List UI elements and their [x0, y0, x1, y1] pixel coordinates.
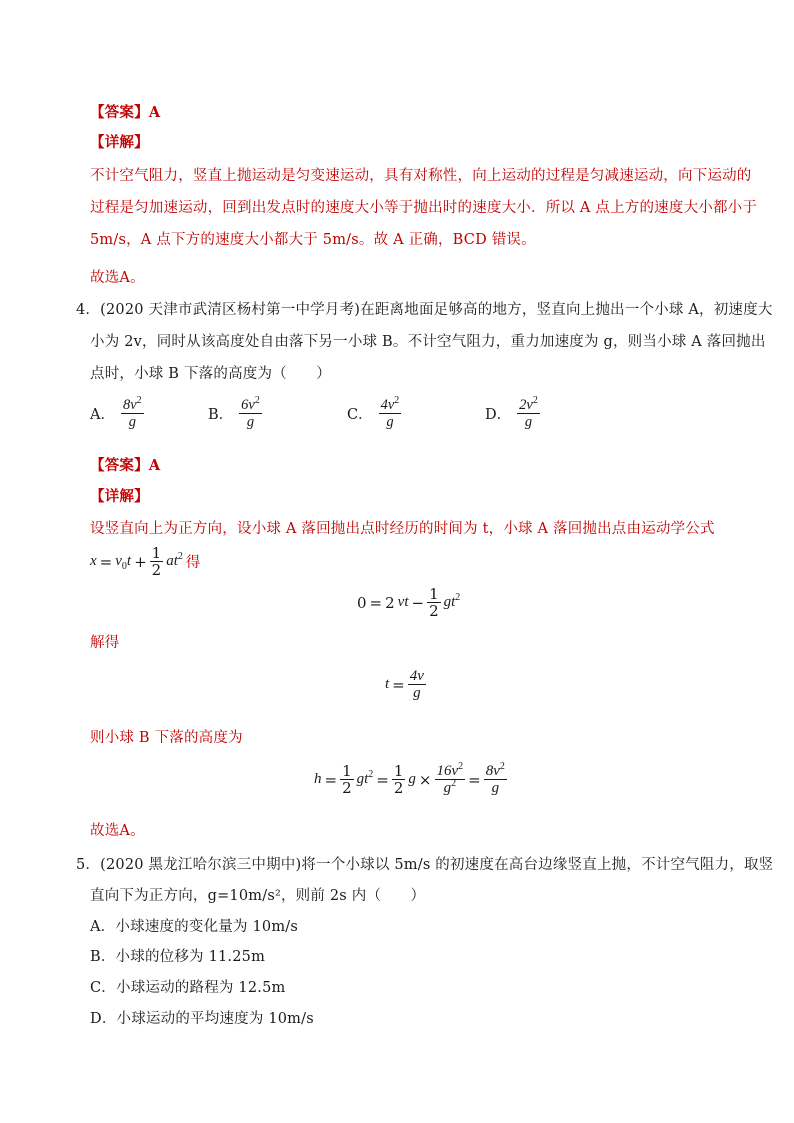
detail-line: 5m/s，A 点下方的速度大小都大于 5m/s。故 A 正确，BCD 错误。 [90, 232, 536, 248]
equation-height: h = $\frac{1}{2}$ $gt^2$ = $\frac{1}{2}$ g × $\frac{16v^2}{g^2}$ = $\frac{8v^2}{g}$ [314, 761, 505, 797]
answer-heading [90, 101, 160, 122]
question-stem-line: 5．(2020 黑龙江哈尔滨三中期中)将一个小球以 5m/s 的初速度在高台边缘竖直上抛，不计空气阻力，取竖 [76, 857, 774, 873]
option-fraction: $\frac{6v^2}{g}$ [241, 395, 260, 430]
answer-value: A [148, 104, 161, 121]
option-d: D．小球运动的平均速度为 10m/s [90, 1011, 314, 1027]
detail-line: 不计空气阻力，竖直上抛运动是匀变速运动，具有对称性，向上运动的过程是匀减速运动，向下运动的 [90, 168, 752, 184]
detail-heading: 【详解】 [90, 134, 149, 151]
option-fraction: $\frac{4v^2}{g}$ [380, 395, 400, 430]
option-d: D． $\frac{2v^2}{g}$ [485, 395, 538, 430]
question-stem-line: 4．(2020 天津市武清区杨村第一中学月考)在距离地面足够高的地方，竖直向上抛出一个小球 A，初速度大 [76, 302, 773, 318]
equation-time: t = $\frac{4v}{g}$ [385, 668, 424, 701]
question-stem-line: 小为 2v，同时从该高度处自由落下另一小球 B。不计空气阻力，重力加速度为 g，则当小球 A 落回抛出 [90, 334, 766, 350]
option-b: B． $\frac{6v^2}{g}$ [208, 395, 260, 430]
option-a: A． $\frac{8v^2}{g}$ [90, 395, 142, 430]
detail-line: 设竖直向上为正方向，设小球 A 落回抛出点时经历的时间为 t，小球 A 落回抛出点由运动学公式 [90, 521, 715, 537]
option-fraction: $\frac{8v^2}{g}$ [122, 395, 142, 430]
solve-label: 解得 [90, 635, 120, 651]
answer-heading: 【答案】A [90, 457, 161, 474]
question-stem-line: 直向下为正方向，g=10m/s²，则前 2s 内（ ） [90, 888, 426, 904]
equation-displacement: 0 = 2 vt − $\frac{1}{2}$ $gt^2$ [357, 585, 461, 620]
detail-line: 过程是匀加速运动，回到出发点时的速度大小等于抛出时的速度大小．所以 A 点上方的速度大小都小于 [90, 200, 758, 216]
conclusion: 故选A。 [90, 270, 145, 286]
height-label: 则小球 B 下落的高度为 [90, 730, 243, 746]
option-b: B．小球的位移为 11.25m [90, 949, 266, 965]
option-fraction: $\frac{2v^2}{g}$ [519, 395, 538, 430]
question-stem-line: 点时，小球 B 下落的高度为（ ） [90, 366, 331, 382]
detail-heading: 【详解】 [90, 488, 149, 505]
option-c: C． $\frac{4v^2}{g}$ [347, 395, 400, 430]
kinematics-formula: x = $v_0t$ + $\frac{1}{2}$ $at^2$ 得 [90, 544, 201, 579]
conclusion: 故选A。 [90, 823, 145, 839]
option-a: A．小球速度的变化量为 10m/s [90, 919, 299, 935]
answer-tag: 【答案】 [90, 104, 149, 121]
option-c: C．小球运动的路程为 12.5m [90, 980, 286, 996]
